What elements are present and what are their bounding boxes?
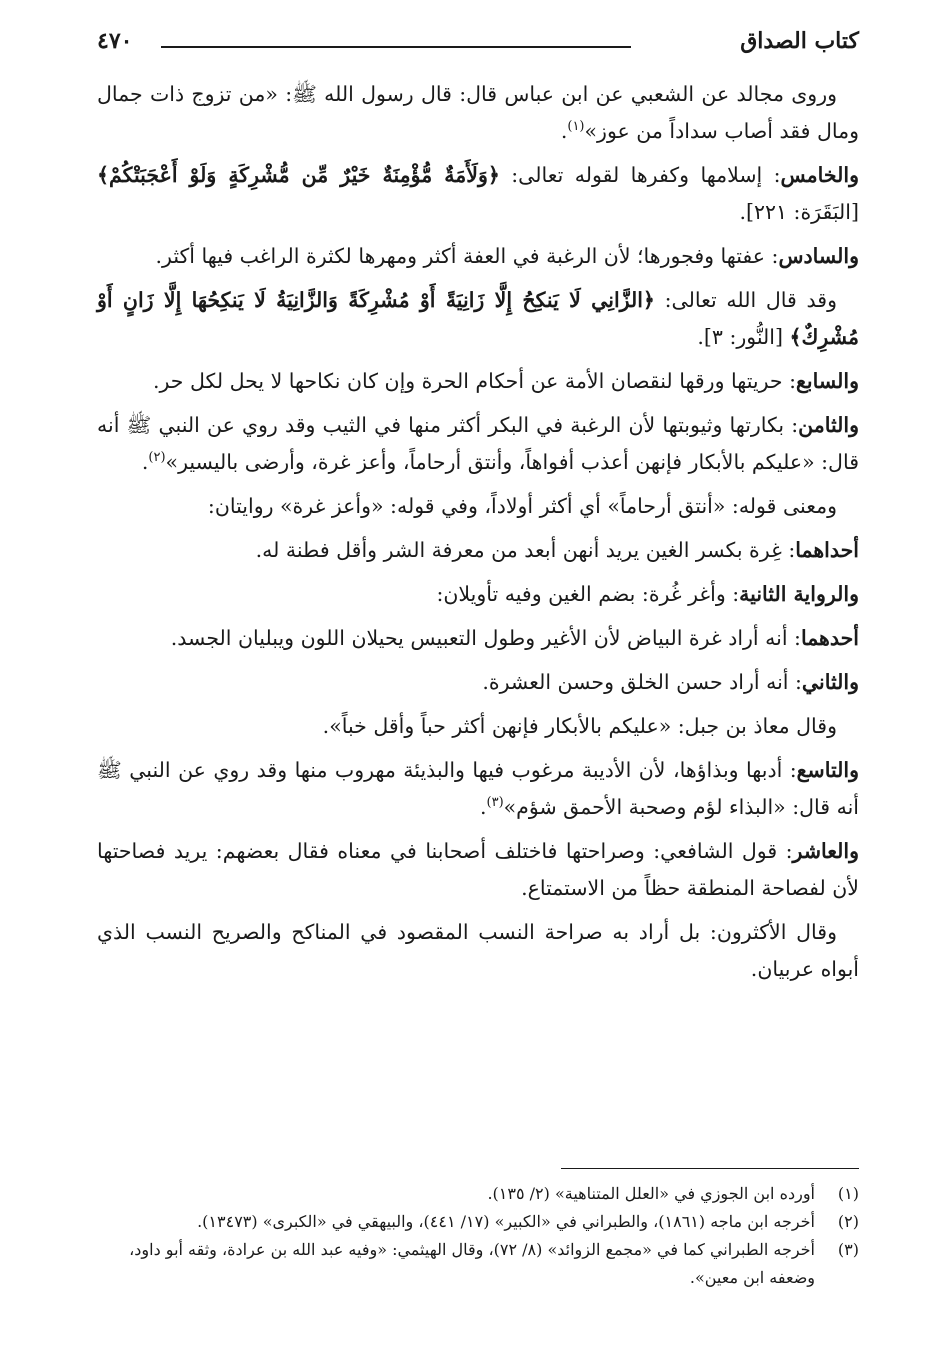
paragraph-tail: [البَقَرَة: ٢٢١].: [739, 200, 859, 224]
paragraph: [97, 157, 859, 231]
footnote-ref: (١): [567, 119, 585, 135]
paragraph-label: والتاسع: [796, 758, 859, 782]
footnote-number: (١): [837, 1184, 859, 1203]
paragraph-text: : أنه أراد غرة البياض لأن الأغير وطول التعبيس يحيلان اللون ويبليان الجسد.: [170, 626, 801, 650]
paragraph: [97, 407, 859, 481]
paragraph-label: أحدهما: [800, 626, 859, 650]
paragraph: [97, 833, 859, 907]
paragraph-tail: .: [141, 450, 149, 474]
paragraph-label: والثامن: [798, 413, 859, 437]
paragraph-tail: .: [479, 795, 487, 819]
paragraph-label: والعاشر: [792, 839, 859, 863]
paragraph-label: والسابع: [796, 369, 859, 393]
paragraph: [97, 752, 859, 826]
footnote-number: (٣): [837, 1240, 859, 1259]
paragraph-text: : أدبها وبذاؤها، لأن الأديبة مرغوب فيها والبذيئة مهروب منها وقد روي عن النبي ﷺ أنه قال: «البذاء لؤم وصحبة الأحمق شؤم»: [97, 758, 859, 819]
footnote-ref: (٣): [486, 795, 504, 811]
paragraph-tail: .: [560, 119, 568, 143]
footnote-text: أخرجه ابن ماجه (١٨٦١)، والطبراني في «الكبير» (١٧/ ٤٤١)، والبيهقي في «الكبرى» (١٣٤٧٣).: [197, 1212, 815, 1231]
paragraph-label: والخامس: [780, 163, 859, 187]
paragraph: [97, 488, 859, 525]
paragraph: [97, 76, 859, 150]
footnote: [97, 1236, 859, 1292]
paragraph-text: وروى مجالد عن الشعبي عن ابن عباس قال: قال رسول الله ﷺ: «من تزوج ذات جمال ومال فقد أصاب سداداً من عوز»: [97, 82, 859, 143]
footnote-text: أورده ابن الجوزي في «العلل المتناهية» (٢/ ١٣٥).: [487, 1184, 815, 1203]
paragraph-label: والثاني: [801, 670, 859, 694]
page-number: ٤٧٠: [97, 28, 133, 54]
paragraph-text: : حريتها ورقها لنقصان الأمة عن أحكام الحرة وإن كان نكاحها لا يحل لكل حر.: [152, 369, 796, 393]
paragraph-text: : عفتها وفجورها؛ لأن الرغبة في العفة أكثر ومهرها لكثرة الراغب فيها أكثر.: [155, 244, 779, 268]
paragraph-text: : غِرة بكسر الغين يريد أنهن أبعد من معرفة الشر وأقل فطنة له.: [255, 538, 796, 562]
paragraph: [97, 576, 859, 613]
footnotes: [97, 1180, 859, 1292]
paragraph: [97, 620, 859, 657]
paragraph: [97, 363, 859, 400]
paragraph: [97, 238, 859, 275]
paragraph-text: وقال الأكثرون: بل أراد به صراحة النسب المقصود في المناكح والصريح النسب الذي أبواه عربيان.: [97, 920, 859, 981]
paragraph-label: والسادس: [778, 244, 859, 268]
paragraph-text: ومعنى قوله: «أنتق أرحاماً» أي أكثر أولاداً، وفي قوله: «وأعز غرة» روايتان:: [207, 494, 837, 518]
quran-verse: ﴿وَلَأَمَةٌ مُّؤْمِنَةٌ خَيْرٌ مِّن مُّشْرِكَةٍ وَلَوْ أَعْجَبَتْكُمْ﴾: [97, 163, 500, 187]
paragraph-tail: [النُّور: ٣].: [697, 325, 790, 349]
body-text: [97, 76, 859, 995]
page-header: [97, 26, 859, 62]
footnote: [97, 1180, 859, 1208]
paragraph: [97, 708, 859, 745]
paragraph: [97, 532, 859, 569]
paragraph-text: : بكارتها وثيوبتها لأن الرغبة في البكر أكثر منها في الثيب وقد روي عن النبي ﷺ أنه قال: «عليكم بالأبكار فإنهن أعذب أفواهاً، وأنتق أرحاماً، وأعز غرة، وأرضى باليسير»: [97, 413, 859, 474]
footnote-number: (٢): [837, 1212, 859, 1231]
paragraph-text: : أنه أراد حسن الخلق وحسن العشرة.: [482, 670, 802, 694]
chapter-title: كتاب الصداق: [740, 28, 859, 54]
paragraph-text: وقال معاذ بن جبل: «عليكم بالأبكار فإنهن أكثر حباً وأقل خباً».: [322, 714, 837, 738]
header-rule: [161, 46, 631, 48]
footnote-separator: [561, 1168, 859, 1169]
footnote-text: أخرجه الطبراني كما في «مجمع الزوائد» (٨/ ٧٢)، وقال الهيثمي: «وفيه عبد الله بن عرادة، وثقه أبو داود، وضعفه ابن معين».: [129, 1240, 815, 1287]
footnote: [97, 1208, 859, 1236]
footnote-ref: (٢): [148, 450, 166, 466]
paragraph-text: وقد قال الله تعالى:: [654, 288, 837, 312]
paragraph: [97, 282, 859, 356]
paragraph-label: أحداهما: [795, 538, 859, 562]
quran-verse: ﴿الزَّانِي لَا يَنكِحُ إِلَّا زَانِيَةً أَوْ مُشْرِكَةً وَالزَّانِيَةُ لَا يَنكِحُهَا إِلَّا زَانٍ أَوْ مُشْرِكٌ﴾: [97, 288, 859, 349]
paragraph-text: : قول الشافعي: وصراحتها فاختلف أصحابنا في معناه فقال بعضهم: يريد فصاحتها لأن لفصاحة المنطقة حظاً من الاستمتاع.: [97, 839, 859, 900]
paragraph-text: : إسلامها وكفرها لقوله تعالى:: [499, 163, 781, 187]
paragraph: [97, 914, 859, 988]
paragraph-text: : وأغر غُرة: بضم الغين وفيه تأويلان:: [436, 582, 740, 606]
paragraph: [97, 664, 859, 701]
paragraph-label: والرواية الثانية: [739, 582, 859, 606]
